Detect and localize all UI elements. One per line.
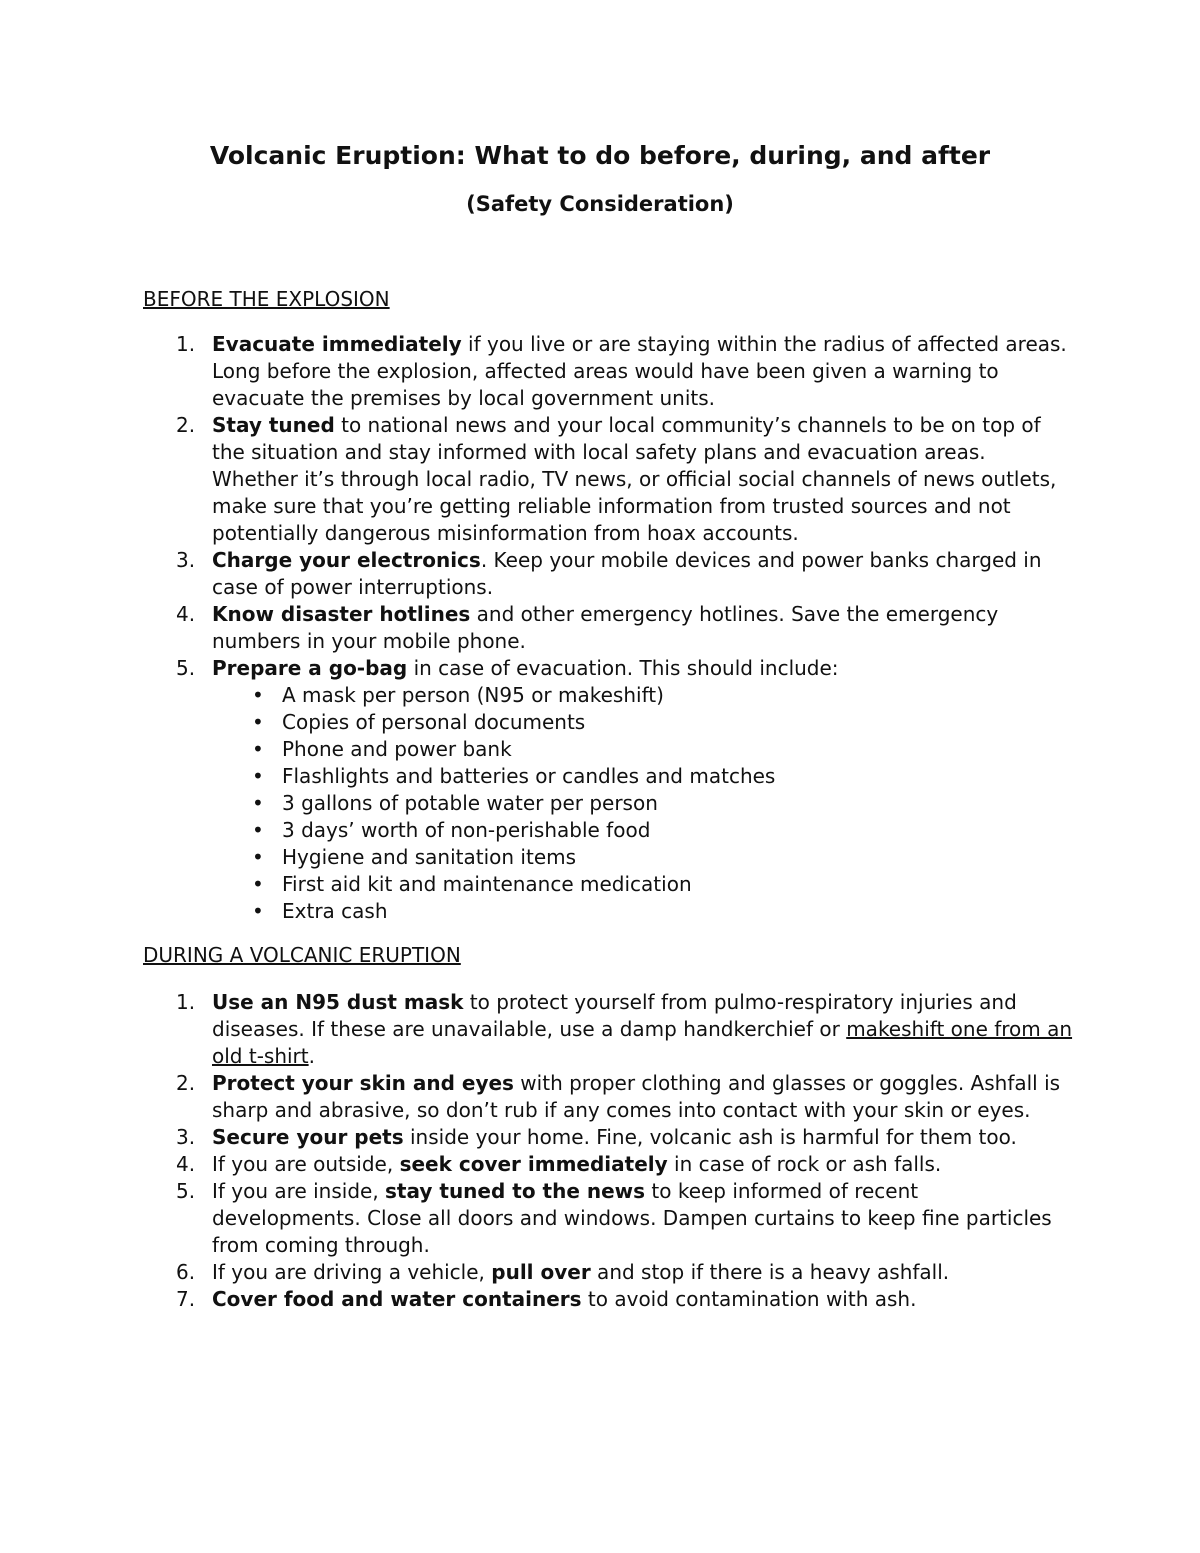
item-text: if you live or are staying within the radius of affected areas. Long before the explosion, affected areas would have been given a warning to evacuate the premises by local government units.	[212, 332, 1067, 410]
item-text: and stop if there is a heavy ashfall.	[590, 1260, 950, 1284]
gobag-item	[212, 790, 1073, 817]
item-number: 3.	[176, 1125, 196, 1149]
item-number: 6.	[176, 1260, 196, 1284]
bullet-icon: •	[252, 710, 264, 734]
gobag-item	[212, 898, 1073, 925]
gobag-item	[212, 709, 1073, 736]
list-item	[143, 655, 1073, 925]
gobag-item-text: Copies of personal documents	[282, 710, 586, 734]
gobag-item	[212, 763, 1073, 790]
item-number: 4.	[176, 602, 196, 626]
item-bold: Stay tuned	[212, 413, 335, 437]
gobag-item-text: A mask per person (N95 or makeshift)	[282, 683, 664, 707]
item-text: to keep informed of recent developments. Close all doors and windows. Dampen curtains to keep fine particles from coming through.	[212, 1179, 1052, 1257]
item-text: inside your home. Fine, volcanic ash is harmful for them too.	[403, 1125, 1017, 1149]
item-bold: Protect your skin and eyes	[212, 1071, 514, 1095]
list-item	[143, 1070, 1073, 1124]
section-heading-during: DURING A VOLCANIC ERUPTION	[143, 943, 461, 967]
gobag-item	[212, 736, 1073, 763]
item-bold: Secure your pets	[212, 1125, 404, 1149]
gobag-item-text: First aid kit and maintenance medication	[282, 872, 692, 896]
list-item	[143, 1286, 1073, 1313]
gobag-item	[212, 817, 1073, 844]
gobag-item	[212, 844, 1073, 871]
item-text: in case of evacuation. This should include:	[407, 656, 839, 680]
list-item	[143, 412, 1073, 547]
bullet-icon: •	[252, 845, 264, 869]
list-item	[143, 1124, 1073, 1151]
list-item	[143, 1151, 1073, 1178]
gobag-item-text: Phone and power bank	[282, 737, 512, 761]
gobag-item-text: Extra cash	[282, 899, 388, 923]
during-list	[143, 989, 1073, 1313]
makeshift-mask-link[interactable]: makeshift one from an old t-shirt	[212, 1017, 1073, 1068]
item-text: in case of rock or ash falls.	[667, 1152, 942, 1176]
item-bold: Charge your electronics	[212, 548, 481, 572]
item-text: to avoid contamination with ash.	[581, 1287, 917, 1311]
item-number: 5.	[176, 656, 196, 680]
bullet-icon: •	[252, 899, 264, 923]
item-bold: Evacuate immediately	[212, 332, 462, 356]
item-number: 1.	[176, 990, 196, 1014]
item-number: 5.	[176, 1179, 196, 1203]
item-bold: stay tuned to the news	[385, 1179, 646, 1203]
item-bold: Know disaster hotlines	[212, 602, 471, 626]
before-list	[143, 331, 1073, 925]
gobag-item-text: 3 days’ worth of non-perishable food	[282, 818, 651, 842]
list-item	[143, 989, 1073, 1070]
item-suffix: .	[308, 1044, 315, 1068]
item-text: . Keep your mobile devices and power banks charged in case of power interruptions.	[212, 548, 1042, 599]
item-bold: seek cover immediately	[399, 1152, 668, 1176]
list-item	[143, 601, 1073, 655]
list-item	[143, 1259, 1073, 1286]
item-bold: Cover food and water containers	[212, 1287, 582, 1311]
bullet-icon: •	[252, 791, 264, 815]
gobag-item	[212, 682, 1073, 709]
item-number: 4.	[176, 1152, 196, 1176]
gobag-item-text: Hygiene and sanitation items	[282, 845, 577, 869]
item-number: 3.	[176, 548, 196, 572]
item-number: 2.	[176, 413, 196, 437]
item-prefix: If you are inside,	[212, 1179, 386, 1203]
item-bold: pull over	[491, 1260, 591, 1284]
gobag-list	[212, 682, 1073, 925]
item-number: 2.	[176, 1071, 196, 1095]
gobag-item	[212, 871, 1073, 898]
bullet-icon: •	[252, 818, 264, 842]
bullet-icon: •	[252, 737, 264, 761]
item-bold: Use an N95 dust mask	[212, 990, 464, 1014]
bullet-icon: •	[252, 683, 264, 707]
item-number: 1.	[176, 332, 196, 356]
list-item	[143, 547, 1073, 601]
section-heading-before: BEFORE THE EXPLOSION	[143, 287, 390, 311]
item-text: and other emergency hotlines. Save the emergency numbers in your mobile phone.	[212, 602, 999, 653]
document-subtitle: (Safety Consideration)	[466, 192, 734, 216]
item-prefix: If you are outside,	[212, 1152, 400, 1176]
item-text: to national news and your local community’s channels to be on top of the situation and stay informed with local safety plans and evacuation areas. Whether it’s through local radio, TV news, or official social channels of news outlets, make sure that you’re getting reliable information from trusted sources and not potentially dangerous misinformation from hoax accounts.	[212, 413, 1057, 545]
item-text: with proper clothing and glasses or goggles. Ashfall is sharp and abrasive, so don’t rub if any comes into contact with your skin or eyes.	[212, 1071, 1061, 1122]
list-item	[143, 331, 1073, 412]
item-bold: Prepare a go-bag	[212, 656, 408, 680]
list-item	[143, 1178, 1073, 1259]
item-text: to protect yourself from pulmo-respiratory injuries and diseases. If these are unavailable, use a damp handkerchief or	[212, 990, 1017, 1041]
gobag-item-text: Flashlights and batteries or candles and matches	[282, 764, 776, 788]
bullet-icon: •	[252, 872, 264, 896]
document-title: Volcanic Eruption: What to do before, during, and after	[209, 141, 991, 170]
gobag-item-text: 3 gallons of potable water per person	[282, 791, 658, 815]
item-number: 7.	[176, 1287, 196, 1311]
bullet-icon: •	[252, 764, 264, 788]
item-prefix: If you are driving a vehicle,	[212, 1260, 492, 1284]
